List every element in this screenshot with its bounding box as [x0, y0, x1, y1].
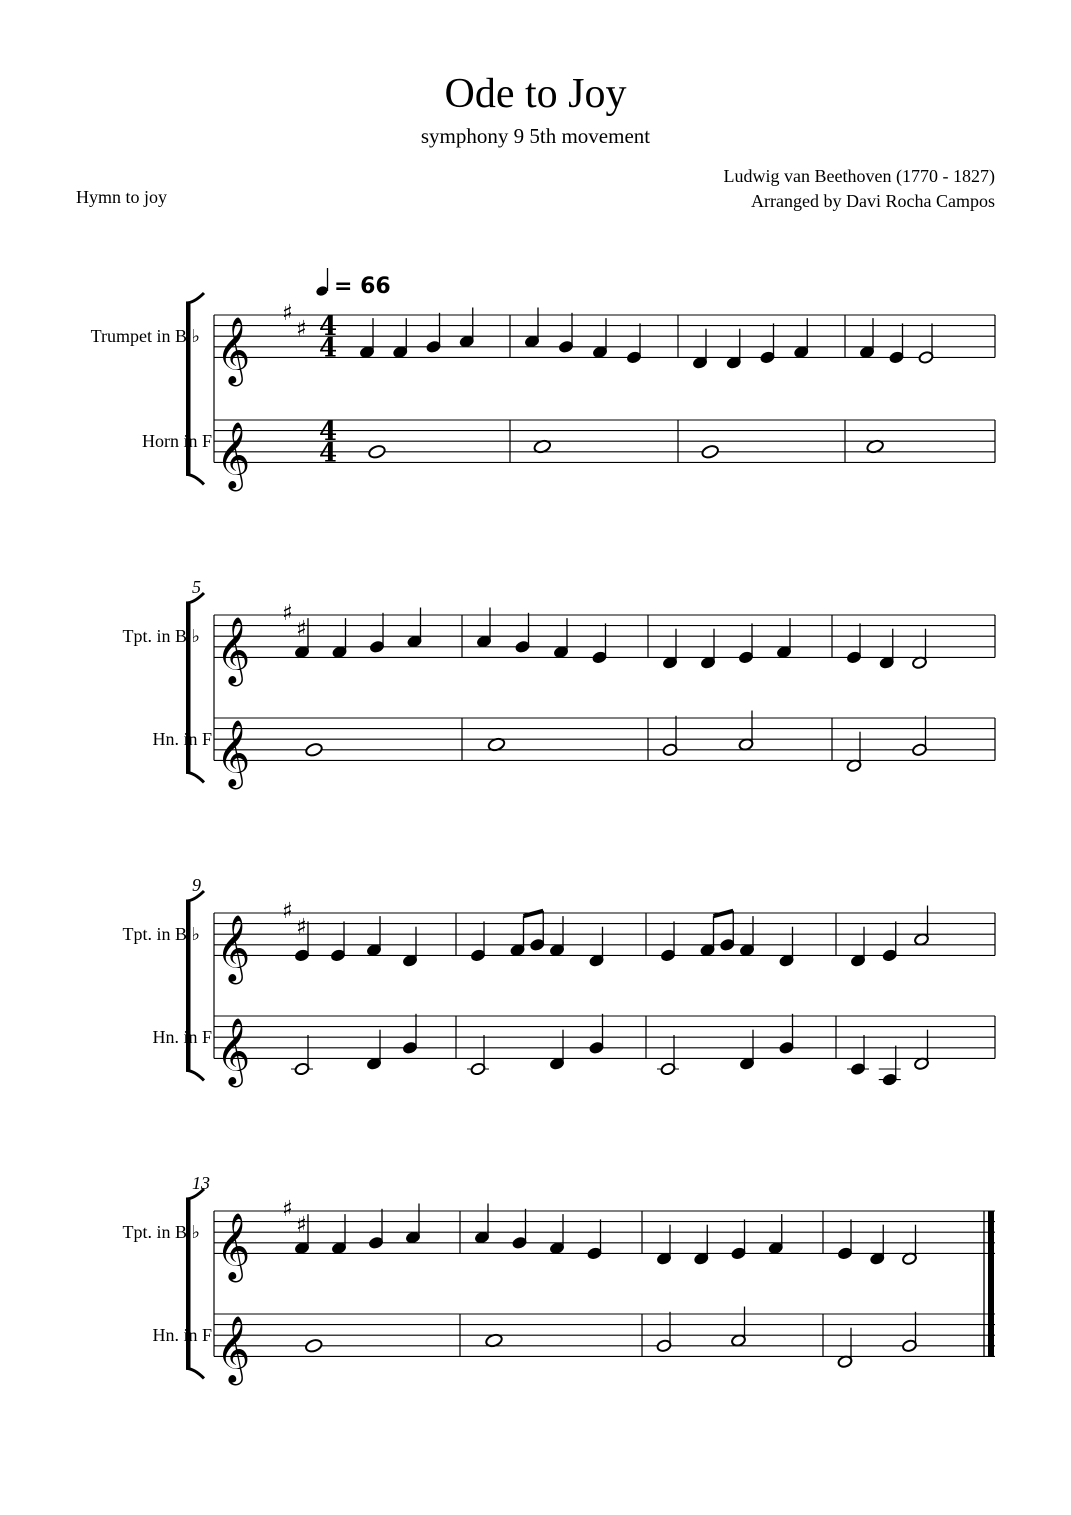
eighth-beam	[714, 911, 734, 916]
time-sig-numerator: 4	[318, 312, 338, 343]
measure-number: 13	[192, 1173, 210, 1193]
key-sharp-c-icon: ♯	[296, 1212, 307, 1238]
note-head	[305, 742, 324, 757]
key-sharp-c-icon: ♯	[296, 616, 307, 642]
lyricist-label: Hymn to joy	[76, 187, 168, 207]
key-sharp-c-icon: ♯	[296, 914, 307, 940]
tempo-marking: = 66	[334, 274, 391, 299]
key-sharp-f-icon: ♯	[282, 1197, 293, 1222]
treble-clef-icon: 𝄞	[216, 420, 251, 489]
instrument-label-trumpet: Tpt. in B ♭	[122, 1222, 200, 1243]
treble-clef-icon: 𝄞	[216, 615, 251, 684]
treble-clef-icon: 𝄞	[216, 718, 251, 787]
treble-clef-icon: 𝄞	[216, 1016, 251, 1085]
key-sharp-f-icon: ♯	[282, 899, 293, 924]
final-barline-thick	[988, 1211, 994, 1253]
instrument-label-trumpet: Tpt. in B ♭	[122, 924, 200, 945]
bracket-bottom-hook	[186, 474, 204, 484]
treble-clef-icon: 𝄞	[216, 1314, 251, 1383]
bracket-bottom-hook	[186, 772, 204, 782]
eighth-beam	[524, 911, 544, 916]
time-sig-denominator: 4	[318, 333, 338, 364]
composer-name: Ludwig van Beethoven (1770 - 1827)	[723, 166, 995, 186]
final-barline-thick	[988, 1253, 994, 1314]
score-subtitle: symphony 9 5th movement	[420, 124, 651, 148]
bracket-bottom-hook	[186, 1070, 204, 1080]
instrument-label-trumpet: Tpt. in B ♭	[122, 626, 200, 647]
key-sharp-c-icon: ♯	[296, 316, 307, 342]
final-barline-thick	[988, 1314, 994, 1356]
score-title: Ode to Joy	[444, 71, 627, 117]
measure-number: 9	[192, 875, 201, 895]
arranger-name: Arranged by Davi Rocha Campos	[751, 191, 995, 211]
bracket-bottom-hook	[186, 1368, 204, 1378]
note-head	[368, 444, 387, 459]
note-head	[701, 444, 720, 459]
instrument-label-horn: Horn in F	[141, 431, 212, 452]
treble-clef-icon: 𝄞	[216, 1211, 251, 1280]
time-sig-numerator: 4	[318, 417, 338, 448]
treble-clef-icon: 𝄞	[216, 913, 251, 982]
instrument-label-horn: Hn. in F	[152, 1325, 212, 1346]
instrument-label-horn: Hn. in F	[152, 729, 212, 750]
treble-clef-icon: 𝄞	[216, 315, 251, 384]
key-sharp-f-icon: ♯	[282, 601, 293, 626]
instrument-label-horn: Hn. in F	[152, 1027, 212, 1048]
bracket-top-hook	[186, 293, 204, 303]
measure-number: 5	[192, 577, 201, 597]
note-head	[304, 1338, 323, 1353]
key-sharp-f-icon: ♯	[282, 301, 293, 326]
time-sig-denominator: 4	[318, 438, 338, 469]
instrument-label-trumpet: Trumpet in B ♭	[90, 326, 200, 347]
